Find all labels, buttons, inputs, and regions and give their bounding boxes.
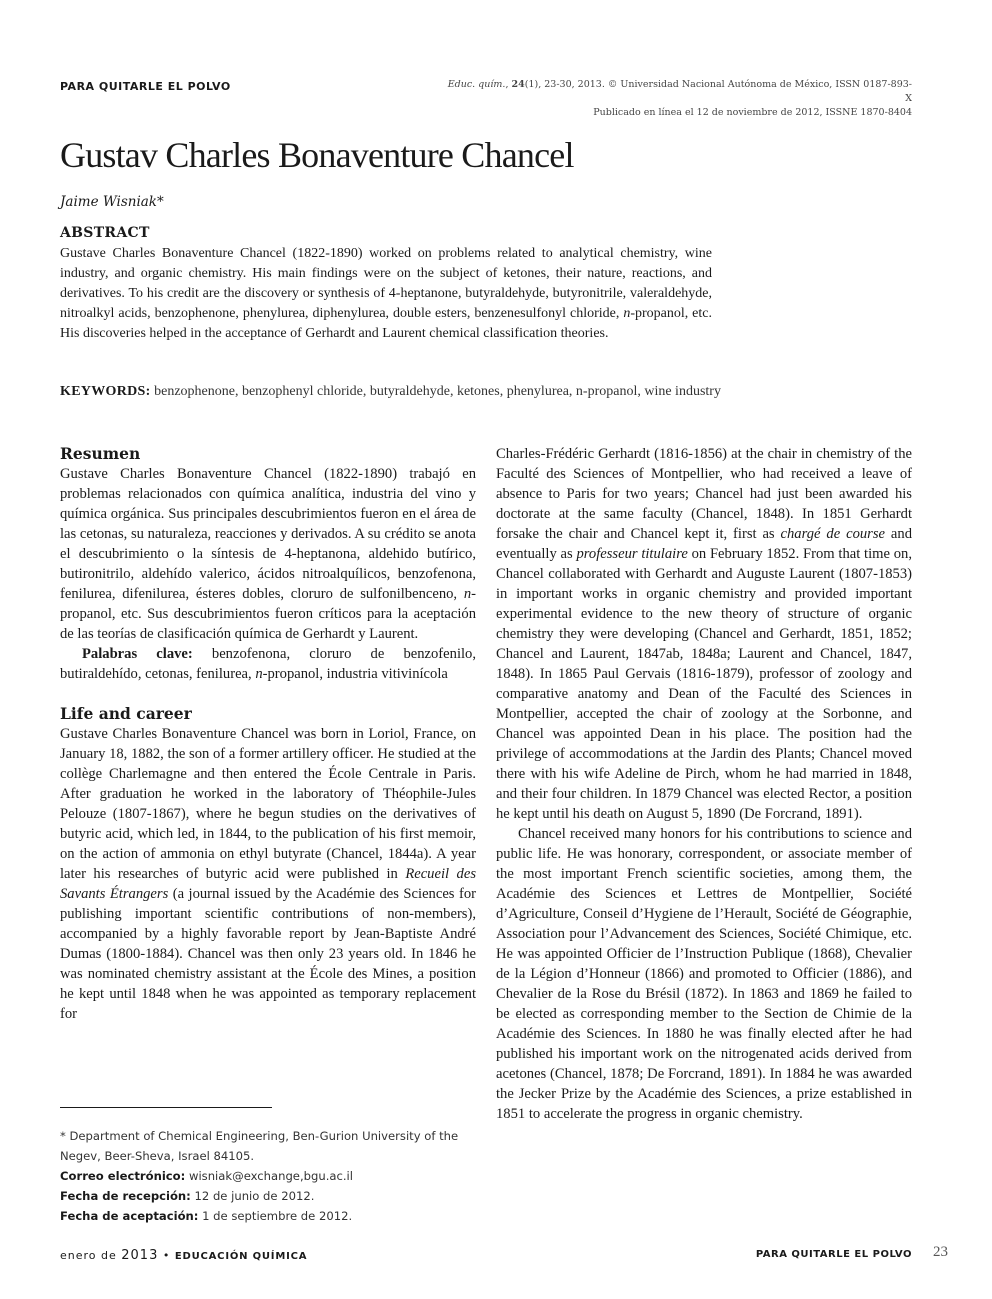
footnotes (60, 1126, 478, 1226)
footer-issue (60, 1248, 307, 1263)
life-italic: Recueil des Savants Étrangers (60, 866, 477, 902)
resumen-paragraph (60, 464, 476, 644)
resumen-text-end: -propanol, etc. Sus descubrimientos fueron críticos para la aceptación de las teorías de clasificación química de Gerhardt y Laurent. (60, 586, 476, 642)
left-column (60, 444, 476, 1024)
accepted-date-line (60, 1206, 478, 1226)
honors-paragraph: Chancel received many honors for his contributions to science and public life. He was honorary, correspondent, or associate member of the most important French scientific societies, among them, the Académie des Sciences et Lettres de Montpellier, Société d’Agriculture, Conseil d’Hygiene de l’Herault, Société de Géographie, Association pour l’Advancement des Sciences, Société Chimique, etc. He was appointed Officier de l’Instruction Publique (1868), Chevalier de la Légion d’Honneur (1866) and promoted to Officier (1886), and Chevalier de la Rose du Brésil (1872). In 1863 and 1869 he failed to be elected as corresponding member to the Section de Chimie de la Académie des Sciences. In 1880 he was finally elected after he had published his important work on the nitrogenated acids derived from acetones (Chancel, 1878; De Forcrand, 1891). In 1884 he was awarded the Jecker Prize by the Académie des Sciences, a prize established in 1851 to accelerate the progress in organic chemistry. (496, 826, 912, 1122)
career-italic-charge: chargé de course (780, 526, 886, 542)
email-label: Correo electrónico: (60, 1169, 186, 1183)
career-text-end: on February 1852. From that time on, Chancel collaborated with Gerhardt and Auguste Laurent (1807-1853) in important works in organic chemistry and provided important experimental evidence to the new theory of structure of organic chemistry they were developing (Chancel and Gerhardt, 1851, 1852; Chancel and Laurent, 1847ab, 1848a; Laurent and Chancel, 1847, 1848). In 1865 Paul Gervais (1816-1879), professor of zoology and comparative anatomy and Dean of the Faculté des Sciences in Montpellier, accepted the chair of zoology at the Sorbonne, and Chancel was appointed Dean in his place. The position had the privilege of accommodations at the Jardin des Plants; Chancel moved there with his wife Adeline de Pirch, whom he had married in 1848, and their four children. In 1879 Chancel was elected Rector, a position he kept until his death on August 5, 1890 (De Forcrand, 1891). (496, 546, 912, 822)
volume-number: 24 (511, 79, 525, 90)
footer-bullet: • (158, 1249, 175, 1262)
journal-masthead (442, 78, 912, 120)
abstract-body (60, 244, 712, 344)
footer-journal-name: EDUCACIÓN QUÍMICA (174, 1251, 308, 1262)
received-label: Fecha de recepción: (60, 1189, 191, 1203)
career-text: Charles-Frédéric Gerhardt (1816-1856) at the chair in chemistry of the Faculté des Sciences of Montpellier, who had received a leave of absence to Paris for two years; Chancel had just been awarded his doctorate at the same faculty (Chancel, 1848). In 1851 Gerhardt forsake the chair and Chancel kept it, first as (496, 446, 912, 542)
journal-abbrev: Educ. quím. (447, 79, 506, 90)
abstract-text-end: -propanol, etc. His discoveries helped in the acceptance of Gerhardt and Laurent chemical classification theories. (60, 306, 712, 341)
career-text-mid: and eventually as (496, 526, 912, 562)
citation-rest: (1), 23-30, 2013. © Universidad Nacional Autónoma de México, ISSN 0187-893-X (524, 79, 912, 104)
abstract-italic: n (623, 306, 631, 321)
keywords-line (60, 384, 940, 400)
resumen-italic: n (463, 586, 472, 602)
keywords-label: KEYWORDS: (60, 384, 151, 399)
footer-month: enero de (60, 1249, 122, 1262)
resumen-heading: Resumen (60, 444, 141, 463)
received-date: 12 de junio de 2012. (190, 1189, 315, 1203)
palabras-clave-text-end: -propanol, industria vitivinícola (262, 666, 448, 682)
citation-line: Educ. quím., 24(1), 23-30, 2013. © Universidad Nacional Autónoma de México, ISSN 0187-893-X (447, 79, 912, 104)
life-career-heading: Life and career (60, 704, 192, 723)
section-gap (60, 684, 476, 704)
resumen-text: Gustave Charles Bonaventure Chancel (1822-1890) trabajó en problemas relacionados con química analítica, industria del vino y química orgánica. Sus principales descubrimientos fueron en el área de las cetonas, su naturaleza, reacciones y derivados. A su crédito se anota el descubrimiento o la síntesis de 4-heptanona, aldehido butírico, butironitrilo, aldehído valerico, ácidos nitroalquílicos, benzofenona, fenilurea, difenilurea, ésteres dobles, cloruro de sulfonilbenceno, (60, 466, 476, 602)
footer-year: 2013 (121, 1248, 159, 1263)
palabras-clave-label: Palabras clave: (82, 646, 193, 662)
author-affiliation: * Department of Chemical Engineering, Ben-Gurion University of the Negev, Beer-Sheva, Israel 84105. (60, 1129, 459, 1163)
section-label: PARA QUITARLE EL POLVO (60, 80, 231, 93)
online-publication-line: Publicado en línea el 12 de noviembre de 2012, ISSNE 1870-8404 (593, 107, 912, 118)
keywords-text: benzophenone, benzophenyl chloride, butyraldehyde, ketones, phenylurea, n-propanol, wine industry (154, 384, 721, 399)
palabras-clave-paragraph (60, 644, 476, 684)
footnote-divider (60, 1107, 272, 1108)
article-author: Jaime Wisniak* (60, 194, 164, 210)
email-address: wisniak@exchange,bgu.ac.il (185, 1169, 353, 1183)
received-date-line (60, 1186, 478, 1206)
palabras-clave-text: benzofenona, cloruro de benzofenilo, butiraldehído, cetonas, fenilurea, (60, 646, 476, 682)
life-text-end: (a journal issued by the Académie des Sciences for publishing important scientific contributions of non-members), accompanied by a highly favorable report by Jean-Baptiste André Dumas (1800-1884). Chancel was then only 23 years old. In 1846 he was nominated chemistry assistant at the École des Mines, a position he kept until 1848 when he was appointed as temporary replacement for (60, 886, 476, 1022)
accepted-label: Fecha de aceptación: (60, 1209, 199, 1223)
palabras-clave-italic: n (255, 666, 263, 682)
accepted-date: 1 de septiembre de 2012. (198, 1209, 353, 1223)
abstract-heading: ABSTRACT (60, 225, 150, 241)
email-line (60, 1166, 478, 1186)
career-continued-paragraph (496, 444, 912, 824)
page-number: 23 (933, 1244, 948, 1260)
right-column (496, 444, 912, 1124)
life-career-paragraph (60, 724, 476, 1024)
footer-section-label: PARA QUITARLE EL POLVO (755, 1249, 912, 1260)
life-text: Gustave Charles Bonaventure Chancel was born in Loriol, France, on January 18, 1882, the son of a former artillery officer. He studied at the collège Charlemagne and then entered the École Centrale in Paris. After graduation he worked in the laboratory of Théophile-Jules Pelouze (1807-1867), where he begun studies on the derivatives of butyric acid, which led, in 1844, to the publication of his first memoir, on the action of ammonia on ethyl butyrate (Chancel, 1844a). A year later his researches of butyric acid were published in (60, 726, 476, 882)
article-title: Gustav Charles Bonaventure Chancel (60, 135, 574, 175)
abstract-text: Gustave Charles Bonaventure Chancel (1822-1890) worked on problems related to analytical chemistry, wine industry, and organic chemistry. His main findings were on the subject of ketones, their nature, reactions, and derivatives. To his credit are the discovery or synthesis of 4-heptanone, butyraldehyde, butyronitrile, valeraldehyde, nitroalkyl acids, benzophenone, phenylurea, diphenylurea, double esters, benzenesulfonyl chloride, (60, 246, 712, 321)
career-italic-professeur: professeur titulaire (576, 546, 688, 562)
